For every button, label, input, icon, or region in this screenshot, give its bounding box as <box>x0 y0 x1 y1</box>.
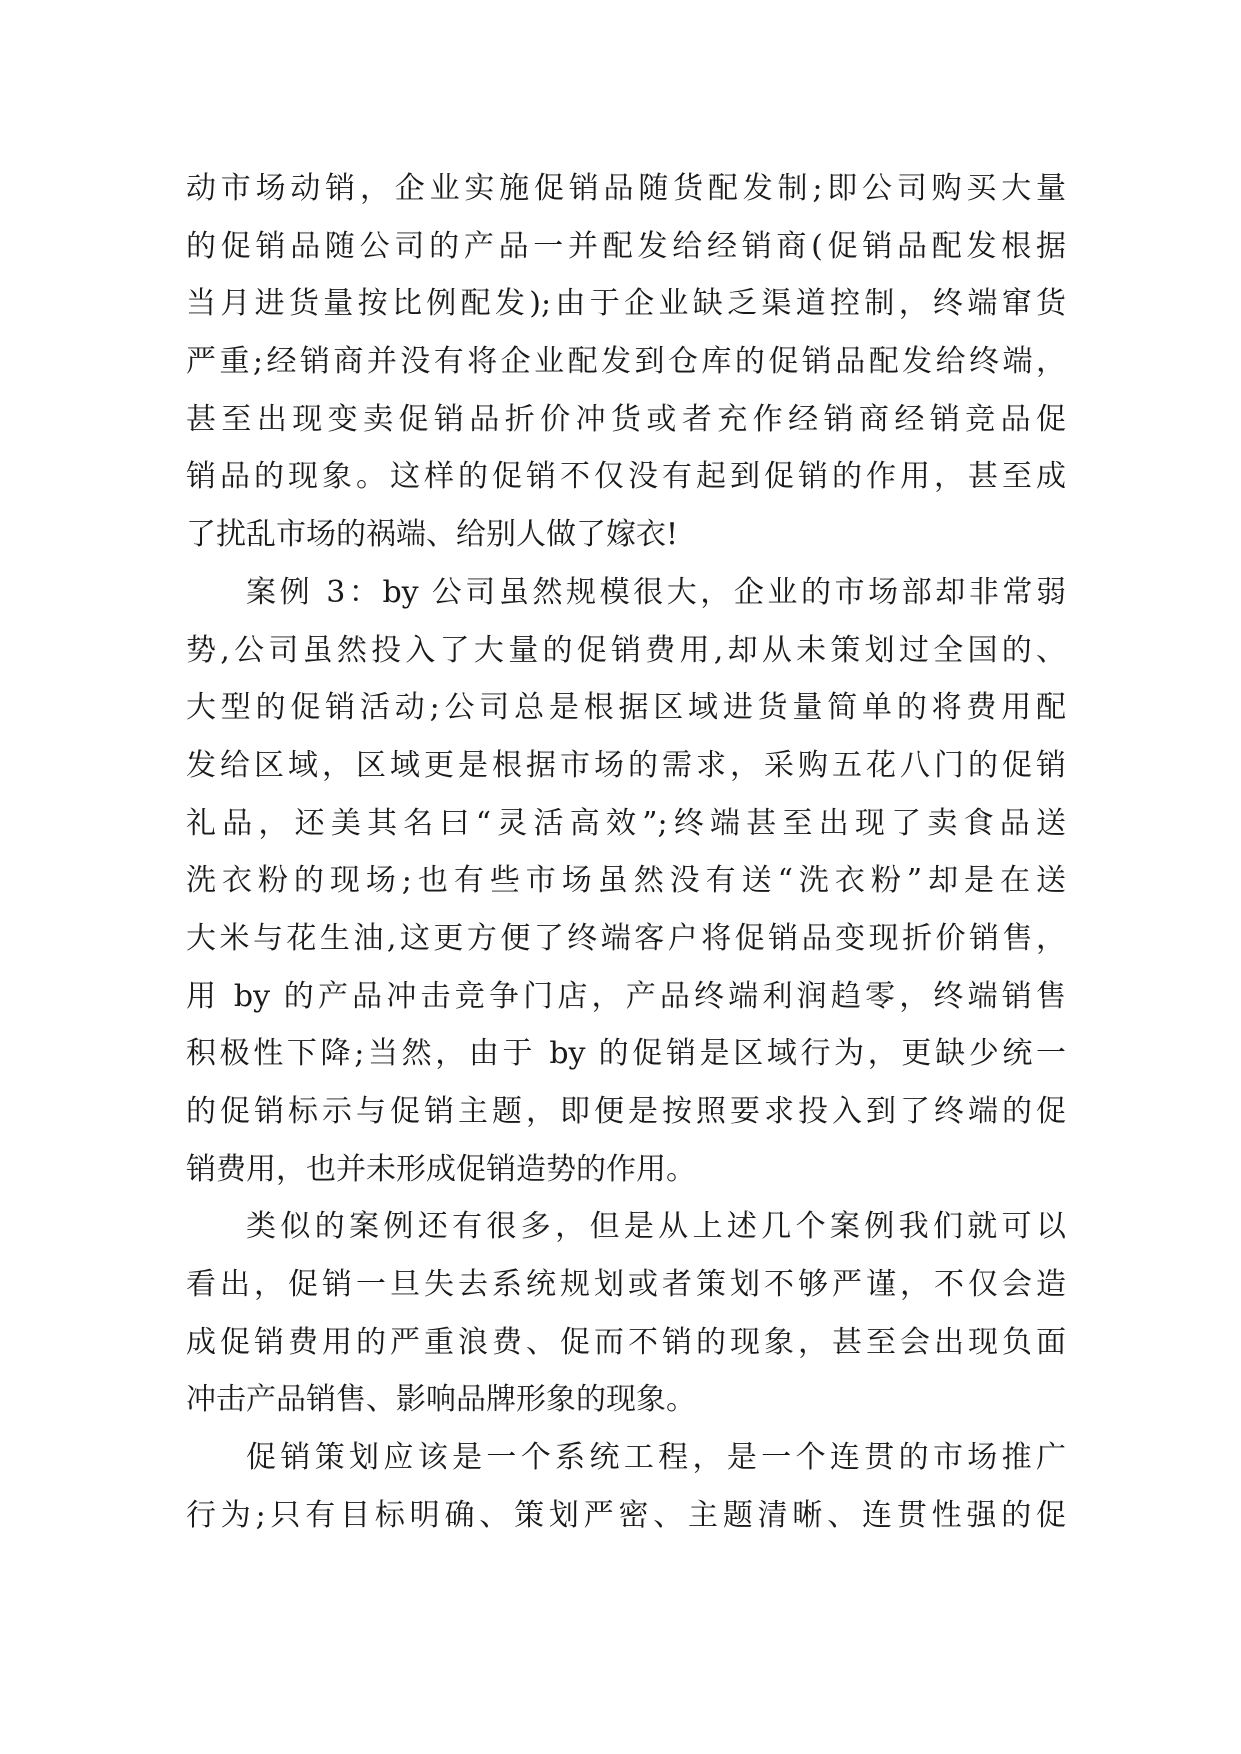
text-line: 势,公司虽然投入了大量的促销费用,却从未策划过全国的、 <box>186 632 1066 668</box>
text-line: 用 by 的产品冲击竞争门店，产品终端利润趋零，终端销售 <box>186 978 1066 1014</box>
text-line: 积极性下降;当然，由于 by 的促销是区域行为，更缺少统一 <box>186 1036 1066 1072</box>
text-line: 当月进货量按比例配发);由于企业缺乏渠道控制，终端窜货 <box>186 286 1066 322</box>
text-line: 看出，促销一旦失去系统规划或者策划不够严谨，不仅会造 <box>186 1267 1066 1303</box>
text-line: 洗衣粉的现场;也有些市场虽然没有送“洗衣粉”却是在送 <box>186 863 1066 899</box>
text-line: 促销策划应该是一个系统工程，是一个连贯的市场推广 <box>246 1440 1066 1476</box>
text-line: 严重;经销商并没有将企业配发到仓库的促销品配发给终端， <box>186 344 1066 380</box>
text-line: 冲击产品销售、影响品牌形象的现象。 <box>186 1382 696 1418</box>
text-line: 类似的案例还有很多，但是从上述几个案例我们就可以 <box>246 1209 1066 1245</box>
text-line: 了扰乱市场的祸端、给别人做了嫁衣! <box>186 517 679 553</box>
text-line: 成促销费用的严重浪费、促而不销的现象，甚至会出现负面 <box>186 1324 1066 1360</box>
text-line: 礼品，还美其名曰“灵活高效”;终端甚至出现了卖食品送 <box>186 805 1066 841</box>
text-line: 动市场动销，企业实施促销品随货配发制;即公司购买大量 <box>186 171 1066 206</box>
text-line: 大型的促销活动;公司总是根据区域进货量简单的将费用配 <box>186 690 1066 726</box>
body-text <box>186 160 1066 1545</box>
text-line: 的促销品随公司的产品一并配发给经销商(促销品配发根据 <box>186 228 1066 264</box>
text-line: 销费用，也并未形成促销造势的作用。 <box>186 1151 696 1187</box>
text-line: 的促销标示与促销主题，即便是按照要求投入到了终端的促 <box>186 1094 1066 1129</box>
text-line: 销品的现象。这样的促销不仅没有起到促销的作用，甚至成 <box>186 459 1066 495</box>
text-line: 发给区域，区域更是根据市场的需求，采购五花八门的促销 <box>186 747 1066 783</box>
text-line: 行为;只有目标明确、策划严密、主题清晰、连贯性强的促 <box>186 1497 1066 1533</box>
text-line: 甚至出现变卖促销品折价冲货或者充作经销商经销竞品促 <box>186 401 1066 437</box>
text-line: 案例 3：by 公司虽然规模很大，企业的市场部却非常弱 <box>246 574 1066 610</box>
text-line: 大米与花生油,这更方便了终端客户将促销品变现折价销售， <box>186 920 1066 956</box>
